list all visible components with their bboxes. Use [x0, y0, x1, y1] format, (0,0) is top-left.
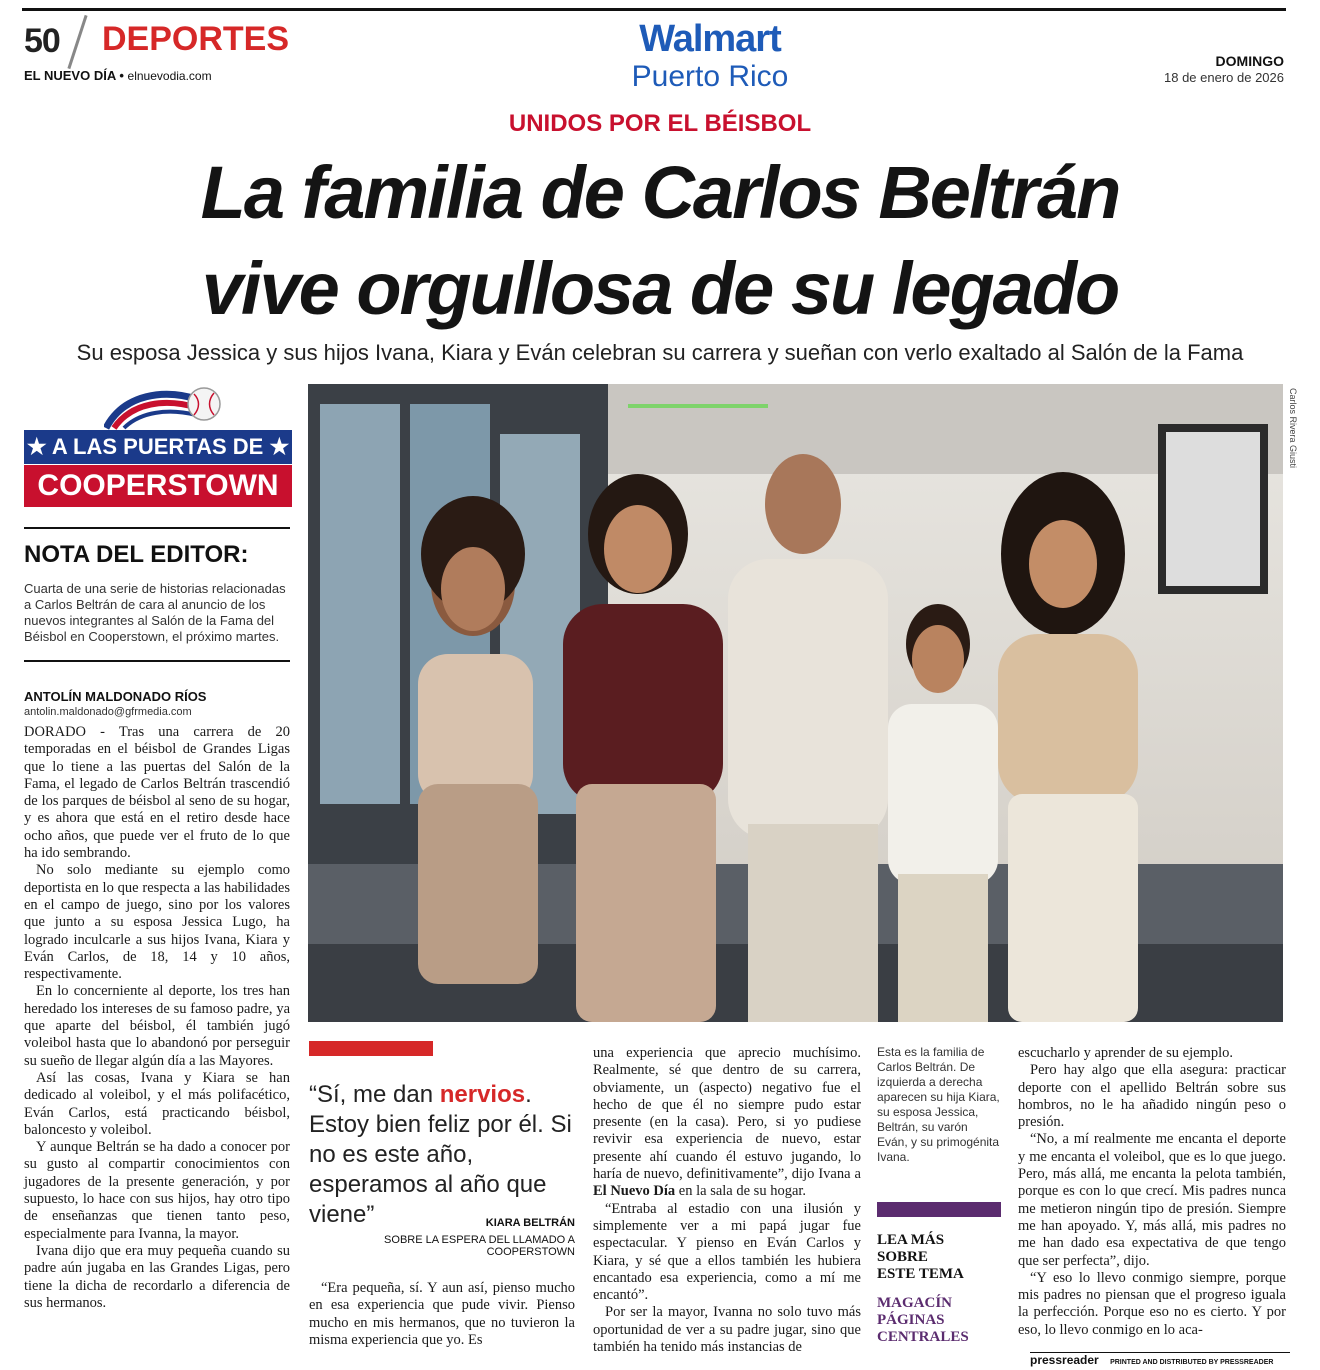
- top-rule: [22, 8, 1286, 11]
- paragraph: DORADO - Tras una carrera de 20 temporadas en el béisbol de Grandes Ligas que lo tiene a las puertas del Salón de la Fama, el legado de Carlos Beltrán trascendió de los parques de béisbol al seno de su hogar, y es ahora que está en el retiro desde hace ocho años, que puede ver el fruto de lo que ha ido sembrando.: [24, 724, 290, 862]
- pressreader-note: PRINTED AND DISTRIBUTED BY PRESSREADER: [1110, 1359, 1274, 1366]
- newspaper-mention: El Nuevo Día: [593, 1183, 676, 1200]
- headline-line-1: La familia de Carlos Beltrán: [200, 151, 1120, 234]
- article-headline: [0, 151, 1320, 330]
- article-column-2: [309, 1280, 575, 1349]
- series-logo-line-2: COOPERSTOWN: [24, 465, 292, 507]
- pullquote-highlight: nervios: [439, 1081, 526, 1108]
- more-title-line: SOBRE: [877, 1249, 928, 1265]
- photo-credit: [1286, 388, 1300, 508]
- author-email[interactable]: antolin.maldonado@gfrmedia.com: [24, 706, 192, 718]
- paragraph: Ivana dijo que era muy pequeña cuando su padre aún jugaba en las Grandes Ligas, pero tiene la dicha de recordarlo a diferencia de sus hermanos.: [24, 1242, 290, 1311]
- pullquote-bar: [309, 1041, 433, 1056]
- edition-date: 18 de enero de 2026: [1164, 70, 1284, 85]
- paragraph: Y aunque Beltrán se ha dado a conocer por su gusto al compartir conocimientos con jugadores de la presente generación, y por supuesto, lo hace con sus hijos, hay otro tipo de enseñanzas que tienen tanto peso, especialmente para Ivanna, la mayor.: [24, 1139, 290, 1242]
- paragraph: “Era pequeña, sí. Y aun así, pienso mucho en esa experiencia que pude vivir. Pienso mucho en mis hermanos, que no tuvieron la misma experiencia que yo. Es: [309, 1280, 575, 1348]
- editor-note-title: NOTA DEL EDITOR:: [24, 541, 249, 568]
- more-link[interactable]: [877, 1295, 969, 1346]
- paragraph: “No, a mí realmente me encanta el deporte y me encanta el voleibol, que es lo que juego. Pero, más allá, me encanta la pelota también, porque es con lo que crecí. Mis padres nunca me metieron ningún tipo de presión. Siempre me han apoyado. Y, más allá, mis padres no me han dado esa expectativa de que tengo que ser perfecta”, dijo.: [1018, 1131, 1286, 1269]
- article-kicker: UNIDOS POR EL BÉISBOL: [508, 110, 812, 137]
- more-bar: [877, 1202, 1001, 1217]
- paragraph-text-end: en la sala de su hogar.: [675, 1183, 807, 1200]
- editor-note-bottom-rule: [24, 660, 290, 662]
- edition-day: DOMINGO: [1215, 53, 1284, 69]
- more-title: [877, 1232, 964, 1283]
- newspaper-domain[interactable]: elnuevodia.com: [127, 69, 212, 83]
- paragraph: Así las cosas, Ivana y Kiara se han dedicado al voleibol, y el más polifacético, Eván Carlos, está practicando béisbol, baloncesto y voleibol.: [24, 1069, 290, 1138]
- pressreader-footer: [1030, 1352, 1290, 1370]
- paragraph: “Y eso lo llevo conmigo siempre, porque mis padres no piensan que el progreso iguala la perfección. Porque eso no es cierto. Y por eso, lo llevo conmigo en lo aca-: [1018, 1269, 1286, 1338]
- paragraph: Por ser la mayor, Ivanna no solo tuvo más oportunidad de ver a su padre jugar, sino que también ha tenido más instancias de: [593, 1304, 861, 1356]
- star-icon: ★: [263, 434, 290, 459]
- series-logo-top: [24, 430, 292, 464]
- sponsor-logo-region: Puerto Rico: [631, 60, 789, 93]
- section-title: DEPORTES: [102, 20, 290, 58]
- paragraph: [593, 1045, 861, 1201]
- article-column-1: [24, 724, 290, 1312]
- more-title-line: ESTE TEMA: [877, 1266, 964, 1282]
- more-link-line: PÁGINAS: [877, 1312, 945, 1328]
- newspaper-name: EL NUEVO DÍA • elnuevodia.com: [24, 68, 212, 83]
- paragraph: No solo mediante su ejemplo como deportista en lo que respecta a las habilidades en el campo de juego, sino por los valores que junto a su esposa Jessica Lugo, ha logrado inculcarle a sus hijos Ivana, Kiara y Eván Carlos, de 18, 14 y 10 años, respectivamente.: [24, 862, 290, 983]
- pullquote-text: “Sí, me dan: [309, 1081, 440, 1108]
- photo-credit-text: Carlos Rivera Giusti: [1288, 388, 1298, 469]
- article-column-5: [1018, 1045, 1286, 1339]
- family-photo: [308, 384, 1283, 1022]
- headline-line-2: vive orgullosa de su legado: [201, 247, 1119, 330]
- series-logo-line-1: A LAS PUERTAS DE: [51, 434, 264, 459]
- pressreader-logo[interactable]: pressreader: [1030, 1353, 1099, 1367]
- editor-note-text: Cuarta de una serie de historias relacionadas a Carlos Beltrán de cara al anuncio de los nuevos integrantes al Salón de la Fama del Béisbol en Cooperstown, el próximo martes.: [24, 581, 286, 644]
- author-byline: ANTOLÍN MALDONADO RÍOS: [24, 689, 207, 704]
- more-link-line: MAGACÍN: [877, 1295, 952, 1311]
- more-link-line: CENTRALES: [877, 1329, 969, 1345]
- article-deck: Su esposa Jessica y sus hijos Ivana, Kiara y Eván celebran su carrera y sueñan con verlo exaltado al Salón de la Fama: [76, 340, 1244, 365]
- more-title-line: LEA MÁS: [877, 1232, 945, 1248]
- paragraph: “Entraba al estadio con una ilusión y simplemente ver a mi papá jugar fue espectacular. Y pienso en Eván Carlos y Kiara, y sé que a ellos también les hubiera encantado esa experiencia, como a mí me encantó”.: [593, 1200, 861, 1304]
- star-icon: ★: [26, 434, 52, 459]
- paragraph: En lo concerniente al deporte, los tres han heredado los intereses de su famoso padre, ya que aparte del béisbol, él también jugó voleibol hasta que lo abandonó por perseguir su sueño de llegar algún día a las Mayores.: [24, 983, 290, 1069]
- pullquote-context: SOBRE LA ESPERA DEL LLAMADO A COOPERSTOWN: [384, 1234, 575, 1258]
- article-column-3: [593, 1045, 861, 1356]
- paragraph: Pero hay algo que ella asegura: practicar deporte con el apellido Beltrán sobre sus hombros, no le ha añadido ningún peso o presión.: [1018, 1062, 1286, 1131]
- pullquote-text-end: . Estoy bien feliz por él. Si no es este año, esperamos al año que viene”: [309, 1081, 572, 1228]
- editor-note-rule: [24, 527, 290, 529]
- paragraph: escucharlo y aprender de su ejemplo.: [1018, 1045, 1233, 1061]
- paragraph-text: una experiencia que aprecio muchísimo. Realmente, sé que dentro de su carrera, obviamente, un (aspecto) negativo fue el hecho de que él no siempre pudo estar presente (en la casa). Pero, si yo pudiese revivir esa experiencia de nuevo, estar presente ahí cuando él estuvo jugando, lo haría de nuevo, definitivamente”, dijo Ivana a: [593, 1045, 861, 1183]
- masthead-divider: [67, 15, 87, 69]
- pullquote-author: KIARA BELTRÁN: [485, 1217, 575, 1229]
- newspaper-title: EL NUEVO DÍA: [24, 68, 116, 83]
- photo-caption: Esta es la familia de Carlos Beltrán. De izquierda a derecha aparecen su hija Kiara, su esposa Jessica, Beltrán, su varón Eván, y su primogénita Ivana.: [877, 1045, 1000, 1164]
- sponsor-logo-walmart: Walmart: [639, 18, 781, 60]
- pullquote: [309, 1080, 579, 1230]
- baseball-swoosh-icon: [104, 384, 224, 430]
- page-number: 50: [24, 22, 60, 60]
